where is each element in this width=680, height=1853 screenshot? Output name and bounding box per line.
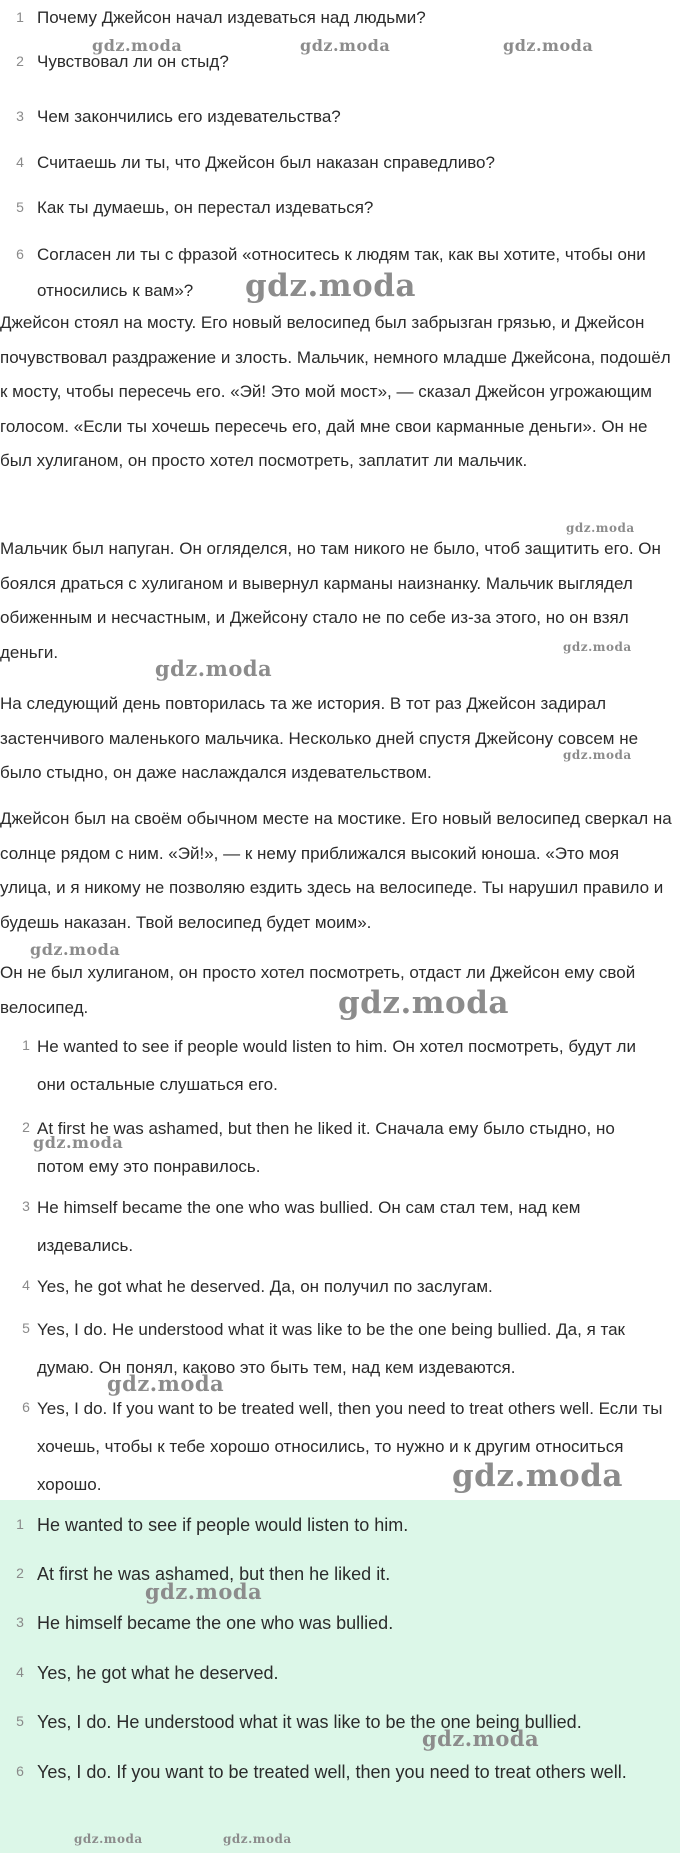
answer-number: 1 <box>16 1516 24 1532</box>
answer-text: Yes, I do. If you want to be treated well, then you need to treat others well. <box>37 1762 627 1782</box>
question-number: 6 <box>16 246 24 262</box>
watermark: gdz.moda <box>74 1832 143 1846</box>
answer-number: 4 <box>22 1277 30 1293</box>
question-text: Согласен ли ты с фразой «относитесь к людям так, как вы хотите, чтобы они относились к вам»? <box>37 245 646 300</box>
watermark: gdz.moda <box>92 36 183 55</box>
watermark: gdz.moda <box>155 656 273 681</box>
question-text: Чем закончились его издевательства? <box>37 107 341 126</box>
watermark: gdz.moda <box>245 268 416 304</box>
answer-number: 3 <box>22 1198 30 1214</box>
answer-text: At first he was ashamed, but then he liked it. Сначала ему было стыдно, но потом ему это понравилось. <box>37 1119 615 1176</box>
watermark: gdz.moda <box>300 36 391 55</box>
story-paragraph: На следующий день повторилась та же история. В тот раз Джейсон задирал застенчивого маленького мальчика. Несколько дней спустя Джейсону совсем не было стыдно, он даже наслаждался издевательством. <box>0 694 639 782</box>
answer-number: 3 <box>16 1614 24 1630</box>
answer-number: 2 <box>16 1565 24 1581</box>
watermark: gdz.moda <box>33 1133 124 1152</box>
question-text: Чувствовал ли он стыд? <box>37 52 229 71</box>
answer-number: 1 <box>22 1037 30 1053</box>
watermark: gdz.moda <box>563 748 632 762</box>
question-text: Считаешь ли ты, что Джейсон был наказан справедливо? <box>37 153 495 172</box>
answer-text: Yes, he got what he deserved. <box>37 1663 279 1683</box>
watermark: gdz.moda <box>422 1726 540 1751</box>
question-number: 4 <box>16 154 24 170</box>
answer-number: 6 <box>22 1399 30 1415</box>
answer-text: At first he was ashamed, but then he liked it. <box>37 1564 391 1584</box>
watermark: gdz.moda <box>563 640 632 654</box>
answer-number: 5 <box>22 1320 30 1336</box>
question-number: 5 <box>16 199 24 215</box>
story-paragraph: Он не был хулиганом, он просто хотел посмотреть, отдаст ли Джейсон ему свой велосипед. <box>0 963 636 1017</box>
watermark: gdz.moda <box>338 985 509 1021</box>
watermark: gdz.moda <box>145 1579 263 1604</box>
story-paragraph: Джейсон стоял на мосту. Его новый велосипед был забрызган грязью, и Джейсон почувствовал раздражение и злость. Мальчик, немного младше Джейсона, подошёл к мосту, чтобы пересечь его. «Эй! Это мой мост», — сказал Джейсон угрожающим голосом. «Если ты хочешь пересечь его, дай мне свои карманные деньги». Он не был хулиганом, он просто хотел посмотреть, заплатит ли мальчик. <box>0 313 671 470</box>
answer-text: Yes, I do. If you want to be treated well, then you need to treat others well. Если ты хочешь, чтобы к тебе хорошо относились, то нужно и к другим относиться хорошо. <box>37 1399 663 1494</box>
watermark: gdz.moda <box>30 940 121 959</box>
answer-number: 5 <box>16 1713 24 1729</box>
question-number: 2 <box>16 53 24 69</box>
question-text: Как ты думаешь, он перестал издеваться? <box>37 198 374 217</box>
watermark: gdz.moda <box>223 1832 292 1846</box>
story-paragraph: Джейсон был на своём обычном месте на мостике. Его новый велосипед сверкал на солнце рядом с ним. «Эй!», — к нему приближался высокий юноша. «Это моя улица, и я никому не позволяю ездить здесь на велосипеде. Ты нарушил правило и будешь наказан. Твой велосипед будет моим». <box>0 809 672 932</box>
answer-number: 6 <box>16 1763 24 1779</box>
watermark: gdz.moda <box>107 1371 225 1396</box>
watermark: gdz.moda <box>452 1458 623 1494</box>
answer-text: Yes, he got what he deserved. Да, он получил по заслугам. <box>37 1277 493 1296</box>
answer-text: He himself became the one who was bullied. Он сам стал тем, над кем издевались. <box>37 1198 581 1255</box>
answer-number: 2 <box>22 1119 30 1135</box>
answer-text: He wanted to see if people would listen to him. <box>37 1515 409 1535</box>
answer-number: 4 <box>16 1664 24 1680</box>
story-paragraph: Мальчик был напуган. Он огляделся, но там никого не было, чтоб защитить его. Он боялся драться с хулиганом и вывернул карманы наизнанку. Мальчик выглядел обиженным и несчастным, и Джейсону стало не по себе из-за этого, но он взял деньги. <box>0 539 661 662</box>
question-number: 1 <box>16 9 24 25</box>
answer-text: He wanted to see if people would listen to him. Он хотел посмотреть, будут ли они остальные слушаться его. <box>37 1037 636 1094</box>
answer-text: Yes, I do. He understood what it was like to be the one being bullied. <box>37 1712 582 1732</box>
answer-text: He himself became the one who was bullied. <box>37 1613 394 1633</box>
question-text: Почему Джейсон начал издеваться над людьми? <box>37 8 426 27</box>
answer-text: Yes, I do. He understood what it was like to be the one being bullied. Да, я так думаю. Он понял, каково это быть тем, над кем издеваются. <box>37 1320 625 1377</box>
watermark: gdz.moda <box>503 36 594 55</box>
watermark: gdz.moda <box>566 521 635 535</box>
question-number: 3 <box>16 108 24 124</box>
